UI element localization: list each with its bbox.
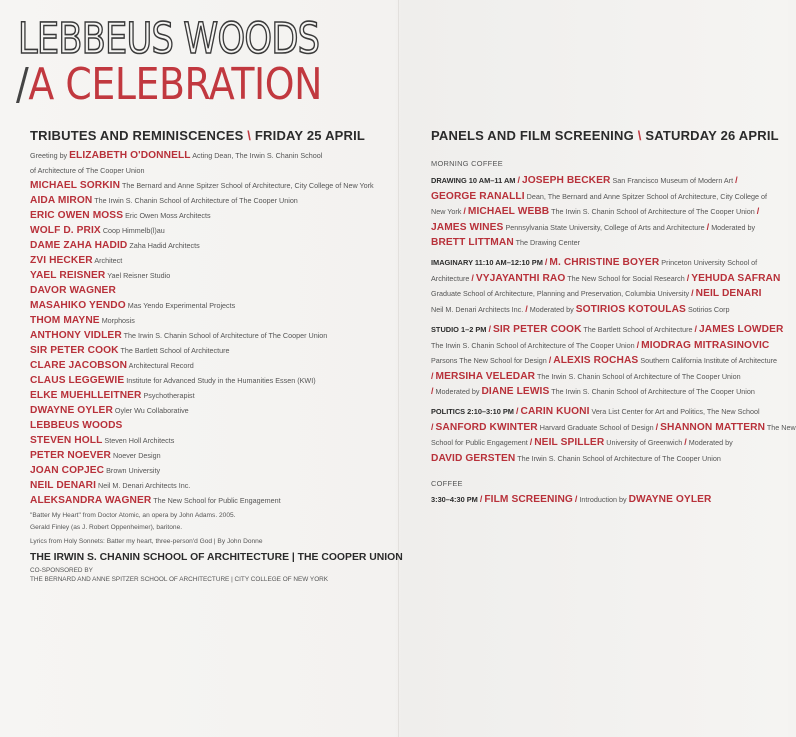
panelist-name: GEORGE RANALLI bbox=[431, 190, 525, 202]
panelist-name: NEIL SPILLER bbox=[534, 437, 605, 448]
speaker-name: ALEKSANDRA WAGNER bbox=[30, 495, 152, 506]
speaker-row bbox=[30, 448, 390, 463]
moderator-name: SOTIRIOS KOTOULAS bbox=[575, 303, 686, 315]
speaker-row bbox=[30, 433, 390, 448]
speaker-affil: The Bernard and Anne Spitzer School of Architecture, City College of New York bbox=[121, 181, 374, 190]
panelist-affil: Harvard Graduate School of Design bbox=[539, 422, 654, 432]
slash-separator: / bbox=[735, 175, 738, 185]
panelist-name: SHANNON MATTERN bbox=[660, 421, 766, 433]
note-line: Lyrics from Holy Sonnets: Batter my heart, three-person'd God | By John Donne bbox=[30, 538, 263, 545]
moderator-affil: The Irwin S. Chanin School of Architecture of The Cooper Union bbox=[517, 453, 721, 463]
speaker-affil: The New School for Public Engagement bbox=[153, 496, 281, 505]
speaker-affil: Zaha Hadid Architects bbox=[129, 241, 200, 250]
friday-heading bbox=[30, 128, 365, 143]
panelist-name: NEIL DENARI bbox=[695, 288, 762, 299]
panelist-name: MIODRAG MITRASINOVIC bbox=[641, 339, 770, 351]
moderated-by: Moderated by bbox=[688, 438, 733, 447]
film-time: 3:30–4:30 PM bbox=[431, 495, 478, 504]
slash-separator: / bbox=[655, 421, 659, 432]
slash-separator: / bbox=[694, 324, 698, 334]
film-screening bbox=[431, 492, 771, 508]
slash-separator: / bbox=[479, 494, 483, 504]
speaker-row bbox=[30, 238, 390, 253]
greeting-affil: Acting Dean, The Irwin S. Chanin School bbox=[192, 151, 323, 160]
panelist-name: VYJAYANTHI RAO bbox=[475, 272, 566, 284]
slash-separator: / bbox=[488, 324, 491, 334]
slash-separator: / bbox=[525, 303, 528, 314]
speaker-list bbox=[30, 178, 390, 508]
speaker-name: MASAHIKO YENDO bbox=[30, 300, 126, 311]
speaker-row bbox=[30, 418, 390, 433]
speaker-affil: Mas Yendo Experimental Projects bbox=[127, 301, 236, 310]
friday-heading-sep: \ bbox=[243, 128, 255, 143]
speaker-name: PETER NOEVER bbox=[30, 450, 112, 461]
title-lebbeus-woods: LEBBEUS WOODS bbox=[18, 14, 320, 64]
speaker-row bbox=[30, 223, 390, 238]
speaker-row bbox=[30, 463, 390, 478]
speaker-affil: Institute for Advanced Study in the Humanities Essen (KWI) bbox=[126, 376, 316, 385]
school-footer-title: THE IRWIN S. CHANIN SCHOOL OF ARCHITECTURE | THE COOPER UNION bbox=[30, 552, 403, 563]
speaker-row bbox=[30, 253, 390, 268]
speaker-affil: The Irwin S. Chanin School of Architecture of The Cooper Union bbox=[123, 331, 328, 340]
slash-separator: / bbox=[463, 206, 466, 216]
slash-separator: / bbox=[431, 370, 434, 381]
speaker-name: DWAYNE OYLER bbox=[30, 405, 113, 416]
speaker-name: CLARE JACOBSON bbox=[30, 360, 128, 371]
speaker-name: DAVOR WAGNER bbox=[30, 285, 116, 296]
moderated-by: Moderated by bbox=[711, 222, 756, 232]
moderator-name: DIANE LEWIS bbox=[481, 386, 550, 397]
panelist-affil: The New School for Social Research bbox=[567, 273, 685, 283]
speaker-name: LEBBEUS WOODS bbox=[30, 420, 123, 431]
slash-separator: / bbox=[544, 257, 548, 267]
title-a-celebration bbox=[16, 60, 322, 110]
slash-separator: / bbox=[529, 437, 533, 447]
panel-politics-label: POLITICS 2:10–3:10 PM bbox=[431, 407, 514, 416]
panel-drawing-label: DRAWING 10 AM–11 AM bbox=[431, 176, 516, 185]
panelist-name: YEHUDA SAFRAN bbox=[691, 272, 781, 284]
cosponsor-name: THE BERNARD AND ANNE SPITZER SCHOOL OF ARCHITECTURE | CITY COLLEGE OF NEW YORK bbox=[30, 576, 329, 583]
title-celebration-text: A CELEBRATION bbox=[28, 59, 322, 110]
speaker-row bbox=[30, 268, 390, 283]
speaker-affil: Steven Holl Architects bbox=[104, 436, 175, 445]
panelist-affil: Dean, The Bernard and Anne Spitzer School of Architecture, City College of bbox=[526, 191, 768, 201]
saturday-heading bbox=[431, 128, 779, 143]
slash-separator: / bbox=[431, 386, 434, 396]
speaker-affil: Architect bbox=[94, 256, 123, 265]
speaker-name: AIDA MIRON bbox=[30, 195, 93, 206]
saturday-heading-sep: \ bbox=[633, 128, 646, 143]
film-intro-name: DWAYNE OYLER bbox=[628, 494, 712, 505]
panel-politics bbox=[431, 404, 796, 466]
speaker-row bbox=[30, 178, 390, 193]
slash-separator: / bbox=[706, 221, 710, 232]
speaker-name: ERIC OWEN MOSS bbox=[30, 210, 124, 221]
speaker-row bbox=[30, 403, 390, 418]
speaker-row bbox=[30, 358, 390, 373]
speaker-affil: Architectural Record bbox=[128, 361, 194, 370]
speaker-affil: Coop Himmelb(l)au bbox=[102, 226, 165, 235]
panelist-affil: Southern California Institute of Architecture bbox=[640, 356, 777, 365]
speaker-name: THOM MAYNE bbox=[30, 315, 100, 326]
speaker-name: ZVI HECKER bbox=[30, 255, 93, 266]
panelist-name: SANFORD KWINTER bbox=[435, 421, 538, 433]
panel-drawing bbox=[431, 173, 771, 251]
speaker-row bbox=[30, 388, 390, 403]
moderator-affil: The Irwin S. Chanin School of Architecture of The Cooper Union bbox=[551, 387, 755, 396]
greeting-affil-2: of Architecture of The Cooper Union bbox=[30, 166, 145, 175]
film-title: FILM SCREENING bbox=[484, 494, 573, 505]
panelist-name: JOSEPH BECKER bbox=[521, 175, 611, 186]
panelist-name: MICHAEL WEBB bbox=[467, 206, 550, 217]
speaker-name: DAME ZAHA HADID bbox=[30, 240, 128, 251]
panel-studio-label: STUDIO 1–2 PM bbox=[431, 325, 487, 334]
speaker-affil: Eric Owen Moss Architects bbox=[125, 211, 211, 220]
speaker-name: ANTHONY VIDLER bbox=[30, 330, 122, 341]
speaker-affil: The Bartlett School of Architecture bbox=[120, 346, 230, 355]
speaker-row bbox=[30, 283, 390, 298]
speaker-row bbox=[30, 298, 390, 313]
panelist-affil: Pennsylvania State University, College of Arts and Architecture bbox=[505, 222, 705, 232]
slash-separator: / bbox=[686, 272, 690, 283]
speaker-affil: Brown University bbox=[106, 466, 161, 475]
greeting-line-2 bbox=[30, 163, 390, 178]
speaker-affil: Oyler Wu Collaborative bbox=[114, 406, 189, 415]
panelist-name: SIR PETER COOK bbox=[492, 324, 582, 335]
speaker-row bbox=[30, 328, 390, 343]
note-line: "Batter My Heart" from Doctor Atomic, an opera by John Adams. 2005. bbox=[30, 512, 236, 519]
moderator-name: DAVID GERSTEN bbox=[431, 452, 516, 464]
panelist-affil: The Bartlett School of Architecture bbox=[583, 325, 693, 334]
slash-separator: / bbox=[574, 494, 578, 504]
panelist-name: JAMES LOWDER bbox=[699, 324, 784, 335]
slash-separator: / bbox=[431, 421, 434, 432]
speaker-row bbox=[30, 478, 390, 493]
panel-imaginary-label: IMAGINARY 11:10 AM–12:10 PM bbox=[431, 258, 543, 267]
speaker-affil: Neil M. Denari Architects Inc. bbox=[98, 481, 191, 490]
speaker-name: NEIL DENARI bbox=[30, 480, 97, 491]
speaker-row bbox=[30, 208, 390, 223]
panelist-affil: The New bbox=[766, 422, 796, 432]
cosponsor-label: CO-SPONSORED BY bbox=[30, 567, 93, 574]
speaker-name: JOAN COPJEC bbox=[30, 465, 105, 476]
slash-separator: / bbox=[515, 406, 519, 416]
panelist-affil: Neil M. Denari Architects Inc. bbox=[431, 304, 524, 314]
panelist-name: M. CHRISTINE BOYER bbox=[549, 257, 660, 268]
panelist-name: ALEXIS ROCHAS bbox=[553, 355, 639, 366]
greeting-prefix: Greeting by bbox=[30, 151, 68, 160]
panelist-affil: San Francisco Museum of Modern Art bbox=[612, 176, 734, 185]
morning-coffee-text: MORNING COFFEE bbox=[431, 159, 503, 168]
coffee-text: COFFEE bbox=[431, 479, 463, 488]
speaker-affil: Psychotherapist bbox=[143, 391, 195, 400]
film-intro: Introduction by bbox=[579, 495, 627, 504]
morning-coffee bbox=[431, 153, 771, 171]
saturday-heading-title: PANELS AND FILM SCREENING bbox=[431, 128, 634, 143]
panel-studio bbox=[431, 322, 784, 400]
panelist-affil: Vera List Center for Art and Politics, The New School bbox=[591, 407, 760, 416]
saturday-heading-date: SATURDAY 26 APRIL bbox=[645, 128, 779, 143]
speaker-affil: Yael Reisner Studio bbox=[107, 271, 171, 280]
panelist-name: MERSIHA VELEDAR bbox=[435, 370, 536, 382]
speaker-row bbox=[30, 193, 390, 208]
moderated-by: Moderated by bbox=[529, 304, 574, 314]
speaker-row bbox=[30, 373, 390, 388]
afternoon-coffee bbox=[431, 473, 771, 491]
note-line: Gerald Finley (as J. Robert Oppenheimer), baritone. bbox=[30, 523, 183, 531]
speaker-row bbox=[30, 313, 390, 328]
slash-separator: / bbox=[691, 288, 694, 298]
greeting-line bbox=[30, 148, 390, 163]
moderated-by: Moderated by bbox=[435, 387, 480, 396]
panelist-affil: School for Public Engagement bbox=[431, 438, 528, 447]
panelist-affil: The Irwin S. Chanin School of Architecture of The Cooper Union bbox=[431, 340, 635, 350]
slash-separator: / bbox=[548, 355, 552, 365]
speaker-name: CLAUS LEGGEWIE bbox=[30, 375, 125, 386]
moderator-name: BRETT LITTMAN bbox=[431, 237, 514, 248]
panelist-affil: New York bbox=[431, 207, 462, 216]
speaker-name: STEVEN HOLL bbox=[30, 435, 103, 446]
speaker-affil: The Irwin S. Chanin School of Architecture of The Cooper Union bbox=[94, 196, 298, 205]
tributes-list bbox=[30, 148, 390, 548]
moderator-affil: Sotirios Corp bbox=[687, 304, 730, 314]
speaker-name: ELKE MUEHLLEITNER bbox=[30, 390, 142, 401]
speaker-name: YAEL REISNER bbox=[30, 270, 106, 281]
panelist-affil: Parsons The New School for Design bbox=[431, 356, 547, 365]
speaker-affil: Noever Design bbox=[113, 451, 161, 460]
speaker-row bbox=[30, 343, 390, 358]
slash-separator: / bbox=[636, 339, 640, 350]
moderator-affil: The Drawing Center bbox=[515, 238, 580, 247]
slash-separator: / bbox=[756, 206, 760, 216]
greeting-name: ELIZABETH O'DONNELL bbox=[69, 150, 191, 161]
speaker-affil: Morphosis bbox=[101, 316, 135, 325]
title-slash: / bbox=[16, 59, 29, 110]
panelist-affil: The Irwin S. Chanin School of Architecture of The Cooper Union bbox=[537, 371, 741, 381]
page-fold bbox=[398, 0, 399, 737]
panelist-affil: University of Greenwich bbox=[606, 438, 683, 447]
panelist-affil: The Irwin S. Chanin School of Architecture of The Cooper Union bbox=[551, 207, 755, 216]
speaker-row bbox=[30, 493, 390, 508]
panelist-name: JAMES WINES bbox=[431, 221, 504, 233]
panelist-affil: Architecture bbox=[431, 273, 470, 283]
slash-separator: / bbox=[471, 272, 474, 283]
speaker-name: MICHAEL SORKIN bbox=[30, 180, 121, 191]
panelist-affil: Princeton University School of bbox=[661, 258, 758, 267]
panel-imaginary bbox=[431, 255, 781, 317]
speaker-name: SIR PETER COOK bbox=[30, 345, 119, 356]
slash-separator: / bbox=[517, 175, 520, 185]
slash-separator: / bbox=[684, 437, 687, 447]
speaker-name: WOLF D. PRIX bbox=[30, 225, 101, 236]
friday-heading-title: TRIBUTES AND REMINISCENCES bbox=[30, 128, 244, 143]
panelist-affil: Graduate School of Architecture, Planning and Preservation, Columbia University bbox=[431, 289, 690, 298]
panelist-name: CARIN KUONI bbox=[520, 406, 590, 417]
friday-heading-date: FRIDAY 25 APRIL bbox=[254, 128, 366, 143]
